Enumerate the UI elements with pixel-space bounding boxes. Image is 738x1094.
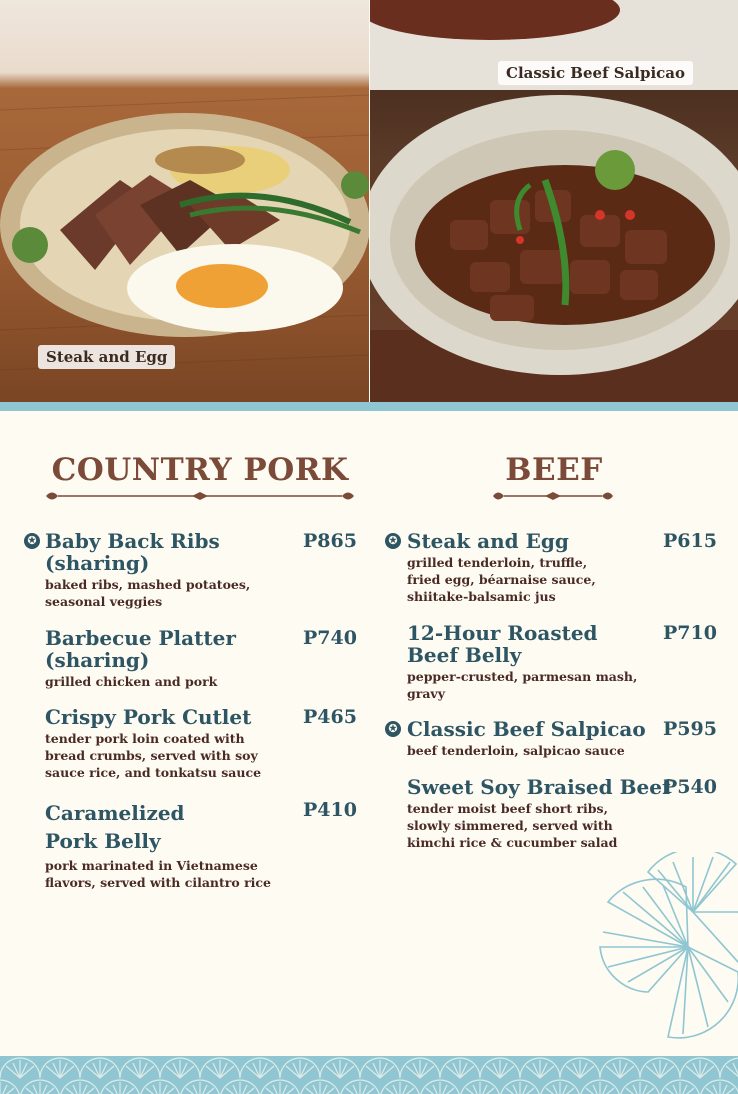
beef-ornament-divider	[492, 488, 614, 504]
item-description: grilled tenderloin, truffle, fried egg, béarnaise sauce, shiitake-balsamic jus	[407, 555, 596, 604]
item-name: Baby Back Ribs	[45, 529, 220, 553]
scallop-pattern	[0, 1056, 738, 1094]
item-price: P740	[303, 627, 357, 649]
item-name-cont: (sharing)	[45, 648, 150, 672]
item-description: tender moist beef short ribs, slowly simmered, served with kimchi rice & cucumber salad	[407, 801, 618, 850]
item-name: Barbecue Platter	[45, 626, 236, 650]
steak-and-egg-illustration	[0, 0, 369, 402]
menu-item	[27, 529, 365, 610]
beef-salpicao-photo	[370, 0, 738, 402]
shell-decoration-icon	[598, 852, 738, 1042]
item-description: tender pork loin coated with bread crumbs, served with soy sauce rice, and tonkatsu sauce	[45, 731, 262, 780]
country-pork-title: COUNTRY PORK	[51, 452, 349, 488]
star-badge-icon: ✪	[385, 533, 401, 549]
menu-item	[45, 627, 365, 690]
item-price: P540	[663, 776, 717, 798]
item-name: Classic Beef Salpicao	[407, 717, 646, 741]
salpicao-caption: Classic Beef Salpicao	[498, 61, 693, 85]
item-description: pork marinated in Vietnamese flavors, served with cilantro rice	[45, 858, 271, 890]
divider-band	[0, 402, 738, 411]
menu-item	[388, 717, 717, 759]
star-badge-icon: ✪	[385, 721, 401, 737]
item-price: P615	[663, 530, 717, 552]
menu-item	[388, 529, 717, 605]
item-description: pepper-crusted, parmesan mash, gravy	[407, 669, 638, 701]
footer-band	[0, 1056, 738, 1094]
item-name-cont: Pork Belly	[45, 829, 161, 853]
star-badge-icon: ✪	[24, 533, 40, 549]
menu-item	[45, 799, 365, 891]
menu-item	[407, 622, 717, 702]
beef-title: BEEF	[505, 452, 603, 488]
item-name: Steak and Egg	[407, 529, 569, 553]
item-name: Sweet Soy Braised Beef	[407, 775, 671, 799]
item-description: beef tenderloin, salpicao sauce	[407, 743, 625, 758]
item-price: P710	[663, 622, 717, 644]
item-price: P595	[663, 718, 717, 740]
menu-item	[45, 706, 365, 781]
item-name-cont: Beef Belly	[407, 643, 522, 667]
pork-ornament-divider	[44, 488, 356, 504]
steak-and-egg-photo	[0, 0, 369, 402]
menu-item	[407, 776, 717, 851]
item-name: Crispy Pork Cutlet	[45, 705, 252, 729]
item-name: Caramelized	[45, 801, 185, 825]
steak-and-egg-caption: Steak and Egg	[38, 345, 175, 369]
item-price: P410	[303, 799, 357, 821]
item-price: P465	[303, 706, 357, 728]
item-price: P865	[303, 530, 357, 552]
item-name-cont: (sharing)	[45, 551, 150, 575]
item-description: grilled chicken and pork	[45, 674, 218, 689]
item-name: 12-Hour Roasted	[407, 621, 598, 645]
item-description: baked ribs, mashed potatoes, seasonal veggies	[45, 577, 251, 609]
photo-banner	[0, 0, 738, 402]
